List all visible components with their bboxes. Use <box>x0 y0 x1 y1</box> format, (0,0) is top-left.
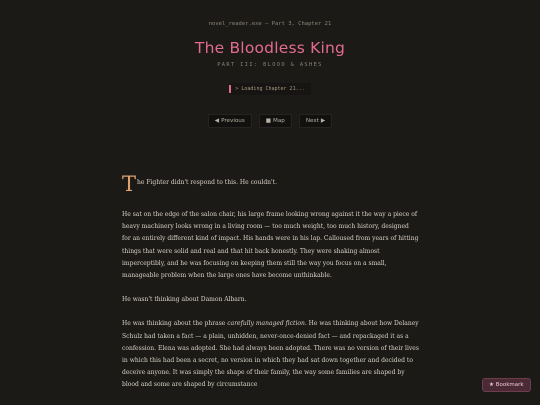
previous-button[interactable] <box>208 114 252 128</box>
bookmark-label: Bookmark <box>495 382 524 388</box>
app-title: novel_reader.exe — Part 3, Chapter 21 <box>208 21 332 27</box>
next-label: Next <box>305 118 319 124</box>
star-icon: ★ <box>489 382 494 388</box>
loading-bar <box>229 85 231 93</box>
paragraph-3: He wasn't thinking about Damon Albarn. <box>122 296 247 304</box>
paragraph-4 <box>122 318 419 391</box>
map-label: Map <box>273 118 285 124</box>
arrow-right-icon: ▶ <box>320 118 326 124</box>
bookmark-button[interactable] <box>482 378 531 392</box>
next-button[interactable] <box>299 114 332 128</box>
map-icon: ■ <box>265 118 272 124</box>
chapter-text <box>122 172 419 404</box>
part-subtitle: PART III: BLOOD & ASHES <box>217 62 323 68</box>
paragraph-2: He sat on the edge of the salon chair, his large frame looking wrong against it the way a piece of heavy machinery looks wrong in a living room — too much weight, too much history, designed for an entirely different kind of impact. His hands were in his lap. Calloused from years of hitting things that were solid and real and that hit back honestly. They were shaking almost imperceptibly, and he was focusing on keeping them still the way you focus on a small, manageable problem when the large ones have become unthinkable. <box>122 211 419 280</box>
chapter-header <box>0 0 540 128</box>
arrow-left-icon: ◀ <box>214 118 220 124</box>
book-title: The Bloodless King <box>194 39 346 57</box>
loading-indicator <box>229 83 310 95</box>
paragraph-1-text: he Fighter didn't respond to this. He couldn't. <box>137 179 277 186</box>
paragraph-4-end: . He was thinking about how Delaney Schulz had taken a fact — a plain, unhidden, never-once-denied fact — and repackaged it as a confession. Elena was adopted. She had always been adopted. There was no version of their lives in which this had been a secret, no version in which they had sat down together and decided to deceive anyone. It was simply the shape of their family, the way some families are shaped by blood and some are shaped by circumstance <box>122 320 419 389</box>
loading-text: > Loading Chapter 21... <box>235 86 305 92</box>
paragraph-4-emphasis: carefully managed fiction <box>227 320 305 328</box>
map-button[interactable] <box>259 114 292 128</box>
chapter-nav <box>0 114 540 128</box>
paragraph-4-start: He was thinking about the phrase <box>122 320 228 328</box>
paragraph-1 <box>122 172 419 195</box>
previous-label: Previous <box>221 118 245 124</box>
drop-cap: T <box>122 172 137 196</box>
